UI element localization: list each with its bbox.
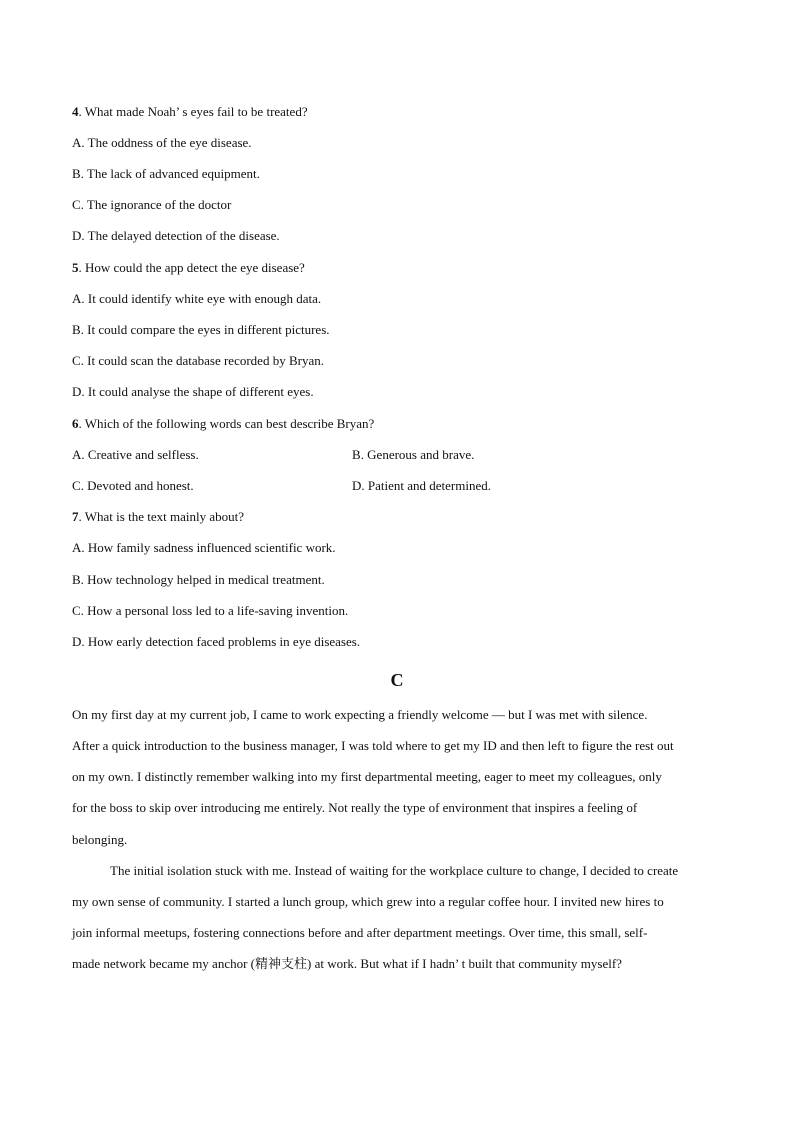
question-number: 5	[72, 260, 79, 275]
question-6-option-a: A. Creative and selfless.	[72, 447, 199, 462]
paragraph-2-line: The initial isolation stuck with me. Instead of waiting for the workplace culture to change, I decided to create	[110, 863, 679, 878]
question-6-stem	[72, 416, 374, 432]
question-7-option-c: C. How a personal loss led to a life-saving invention.	[72, 603, 349, 618]
question-5-stem	[72, 260, 305, 276]
question-text: . What made Noah’ s eyes fail to be treated?	[78, 104, 308, 119]
question-4-option-c: C. The ignorance of the doctor	[72, 197, 232, 212]
question-4-stem	[72, 104, 308, 120]
question-text: . Which of the following words can best describe Bryan?	[78, 416, 375, 431]
question-6-option-c: C. Devoted and honest.	[72, 478, 194, 493]
question-4-option-a: A. The oddness of the eye disease.	[72, 135, 252, 150]
paragraph-1-line: on my own. I distinctly remember walking into my first departmental meeting, eager to meet my colleagues, only	[72, 769, 662, 784]
question-7-stem	[72, 509, 244, 525]
question-4-option-b: B. The lack of advanced equipment.	[72, 166, 260, 181]
question-5-option-d: D. It could analyse the shape of different eyes.	[72, 384, 314, 399]
question-7-option-b: B. How technology helped in medical treatment.	[72, 572, 325, 587]
question-6-option-b: B. Generous and brave.	[352, 447, 475, 462]
question-6-option-d: D. Patient and determined.	[352, 478, 491, 493]
question-text: . What is the text mainly about?	[78, 509, 244, 524]
question-text: . How could the app detect the eye disease?	[78, 260, 305, 275]
paragraph-2-line: join informal meetups, fostering connections before and after department meetings. Over time, this small, self-	[72, 925, 648, 940]
paragraph-1-line: On my first day at my current job, I came to work expecting a friendly welcome — but I was met with silence.	[72, 707, 648, 722]
question-7-option-d: D. How early detection faced problems in eye diseases.	[72, 634, 361, 649]
paragraph-1-line: for the boss to skip over introducing me entirely. Not really the type of environment that inspires a feeling of	[72, 800, 638, 815]
question-5-option-b: B. It could compare the eyes in different pictures.	[72, 322, 330, 337]
question-5-option-c: C. It could scan the database recorded by Bryan.	[72, 353, 324, 368]
section-heading: C	[390, 670, 404, 690]
paragraph-2-line: made network became my anchor (精神支柱) at work. But what if I hadn’ t built that community myself?	[72, 956, 622, 971]
paragraph-1-line: After a quick introduction to the business manager, I was told where to get my ID and then left to figure the rest out	[72, 738, 674, 753]
question-7-option-a: A. How family sadness influenced scientific work.	[72, 540, 336, 555]
question-number: 4	[72, 104, 79, 119]
question-5-option-a: A. It could identify white eye with enough data.	[72, 291, 322, 306]
question-number: 7	[72, 509, 79, 524]
paragraph-2-line: my own sense of community. I started a lunch group, which grew into a regular coffee hour. I invited new hires to	[72, 894, 664, 909]
paragraph-1-line: belonging.	[72, 832, 128, 847]
question-number: 6	[72, 416, 79, 431]
question-4-option-d: D. The delayed detection of the disease.	[72, 228, 280, 243]
